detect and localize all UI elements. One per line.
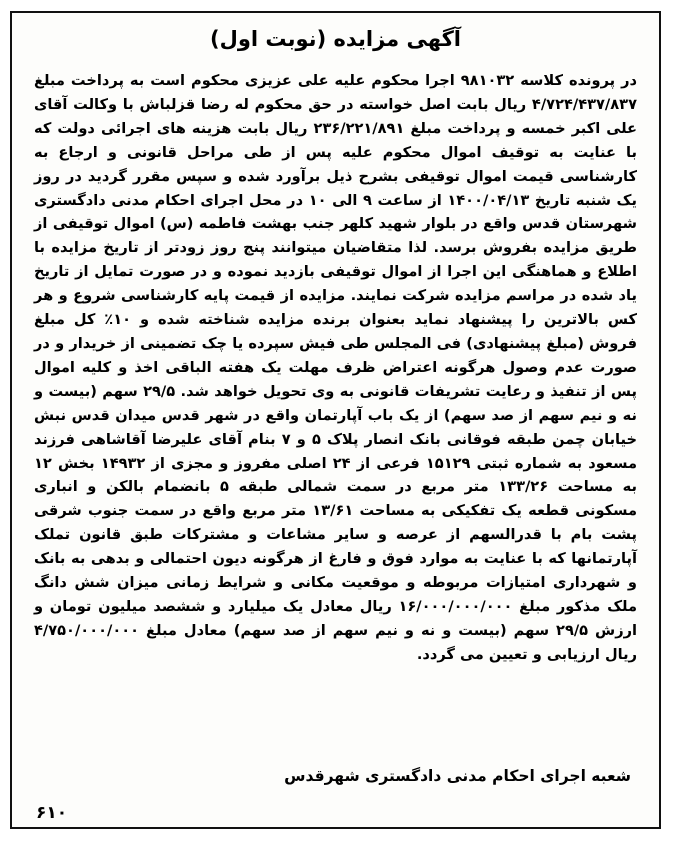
notice-frame (10, 11, 661, 829)
notice-body: در پرونده کلاسه ۹۸۱۰۳۲ اجرا محکوم علیه علی عزیزی محکوم است به پرداخت مبلغ ۴/۷۲۴/۴۳۷/۸۳۷ ریال بابت اصل خواسته در حق محکوم له رضا قزلباش با وکالت آقای علی اکبر خمسه و پرداخت مبلغ ۲۳۶/۲۲۱/۸۹۱ ریال بابت هزینه های اجرائی دولت که با عنایت به توقیف اموال محکوم علیه پس از طی مراحل قانونی و ارجاع به کارشناسی قیمت اموال توقیفی بشرح ذیل برآورد شده و سپس مقرر گردید در روز یک شنبه تاریخ ۱۴۰۰/۰۴/۱۳ از ساعت ۹ الی ۱۰ در محل اجرای احکام مدنی دادگستری شهرستان قدس واقع در بلوار شهید کلهر جنب بهشت فاطمه (س) اموال توقیفی از طریق مزایده بفروش برسد. لذا متقاضیان میتوانند پنج روز زودتر از تاریخ مزایده با اطلاع و هماهنگی این اجرا از اموال توقیفی بازدید نموده و در صورت تمایل از تاریخ یاد شده در مراسم مزایده شرکت نمایند. مزایده از قیمت پایه کارشناسی شروع و هر کس بالاترین را پیشنهاد نماید بعنوان برنده مزایده شناخته شده و ۱۰٪ کل مبلغ فروش (مبلغ پیشنهادی) فی المجلس طی فیش سپرده یا چک تضمینی از خریدار و در صورت عدم وصول هرگونه اعتراض ظرف مهلت یک هفته الباقی اخذ و کلیه اموال پس از تنفیذ و رعایت تشریفات قانونی به وی تحویل خواهد شد. ۲۹/۵ سهم (بیست و نه و نیم سهم از صد سهم) از یک باب آپارتمان واقع در شهر قدس میدان قدس نبش خیابان چمن طبقه فوقانی بانک انصار پلاک ۵ و ۷ بنام آقای علیرضا آقاشاهی فرزند مسعود به شماره ثبتی ۱۵۱۲۹ فرعی از ۲۴ اصلی مفروز و مجزی از ۱۴۹۳۲ بخش ۱۲ به مساحت ۱۳۳/۲۶ متر مربع در سمت شمالی طبقه ۵ بانضمام بالکن و انباری مسکونی قطعه یک تفکیکی به مساحت ۱۳/۶۱ متر مربع واقع در سمت جنوب شرقی پشت بام با قدرالسهم از عرصه و سایر مشاعات و مشترکات طبق قانون تملک آپارتمانها که با عنایت به موارد فوق و فارغ از هرگونه دیون احتمالی و بدهی به بانک و شهرداری امتیازات مربوطه و موقعیت مکانی و شرایط زمانی میزان شش دانگ ملک مذکور مبلغ ۱۶/۰۰۰/۰۰۰/۰۰۰ ریال معادل یک میلیارد و ششصد میلیون تومان و ارزش ۲۹/۵ سهم (بیست و نه و نیم سهم از صد سهم) معادل مبلغ ۴/۷۵۰/۰۰۰/۰۰۰ ریال ارزیابی و تعیین می گردد. (34, 72, 638, 663)
notice-signature: شعبه اجرای احکام مدنی دادگستری شهرقدس (284, 767, 631, 785)
notice-code: ۶۱۰ (36, 803, 68, 823)
notice-title: آگهی مزایده (نوبت اول) (210, 27, 461, 51)
